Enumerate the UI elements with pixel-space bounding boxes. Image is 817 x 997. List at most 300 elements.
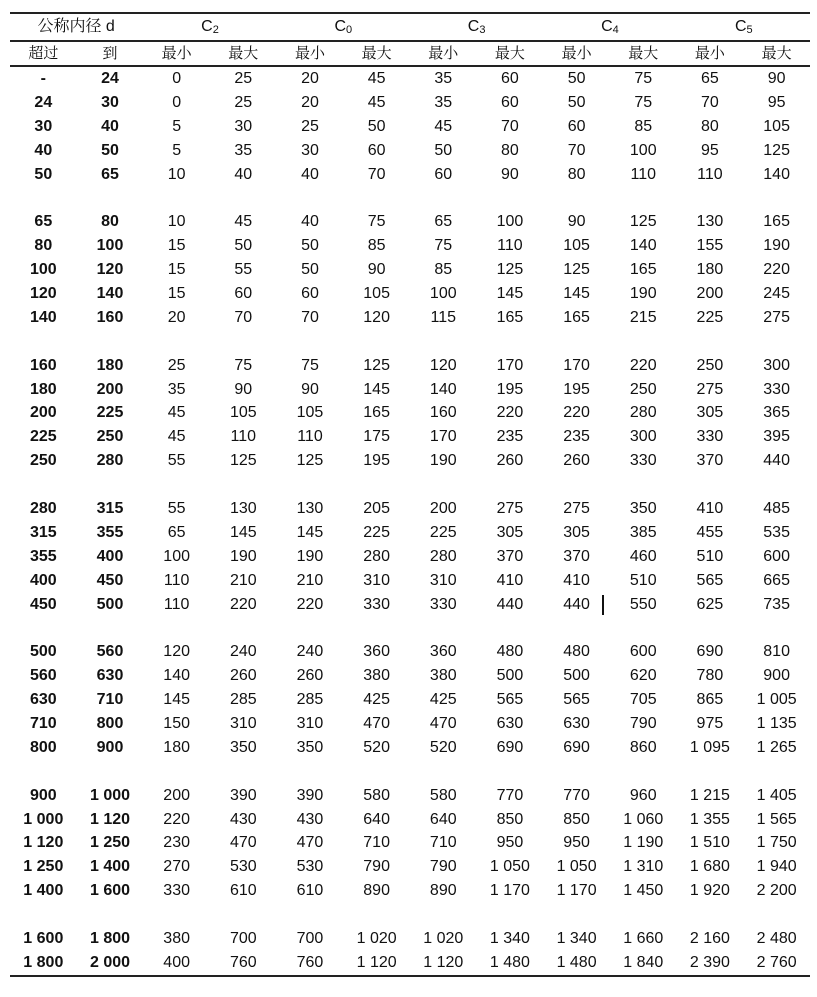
clearance-cell: 90: [567, 213, 586, 231]
clearance-cell: 140: [629, 237, 657, 255]
clearance-cell: 425: [429, 691, 457, 709]
clearance-cell: 500: [496, 667, 524, 685]
clearance-cell: 40: [234, 165, 253, 183]
spacer-cell: [477, 903, 544, 927]
clearance-cell: 1 660: [623, 930, 664, 947]
clearance-cell: 110: [230, 428, 257, 446]
diameter-cell: 1 120: [89, 810, 131, 828]
spacer-cell: [610, 186, 677, 210]
spacer-row: [10, 186, 810, 210]
table-row: [10, 736, 810, 760]
clearance-cell: 850: [496, 810, 524, 828]
clearance-cell: 225: [696, 308, 724, 326]
diameter-cell: 50: [34, 165, 53, 183]
clearance-cell: 350: [629, 499, 657, 517]
diameter-cell: 80: [34, 237, 53, 255]
spacer-cell: [277, 760, 344, 784]
clearance-cell: 0: [172, 93, 182, 111]
clearance-cell: 275: [763, 308, 790, 326]
diameter-cell: 1 250: [89, 834, 131, 852]
clearance-cell: 410: [496, 571, 524, 589]
clearance-cell: 1 450: [623, 882, 664, 900]
clearance-cell: 1 135: [756, 714, 797, 732]
diameter-cell: 200: [96, 380, 124, 398]
clearance-cell: 260: [496, 452, 524, 470]
clearance-cell: 195: [363, 452, 390, 470]
clearance-cell: 45: [167, 428, 186, 446]
clearance-cell: 85: [434, 261, 453, 279]
clearance-cell: 1 020: [356, 930, 397, 947]
clearance-cell: 25: [234, 93, 253, 111]
clearance-cell: 125: [229, 452, 257, 470]
clearance-cell: 145: [496, 284, 524, 302]
clearance-cell: 40: [301, 213, 319, 231]
clearance-cell: 85: [634, 117, 653, 135]
spacer-cell: [210, 473, 277, 497]
clearance-cell: 1 190: [623, 834, 664, 852]
clearance-cell: 250: [629, 380, 657, 398]
clearance-cell: 1 310: [623, 858, 664, 876]
spacer-cell: [743, 186, 810, 210]
diameter-cell: 800: [96, 714, 124, 732]
spacer-cell: [10, 186, 77, 210]
clearance-cell: 1 940: [756, 858, 797, 876]
clearance-cell: 35: [434, 69, 453, 87]
clearance-cell: 1 265: [756, 738, 797, 756]
table-row: [10, 808, 810, 832]
clearance-cell: 100: [496, 213, 524, 231]
clearance-cell: 145: [563, 284, 590, 302]
diameter-cell: 100: [29, 261, 57, 279]
clearance-cell: 690: [696, 643, 724, 661]
table-row: [10, 593, 810, 617]
table-row: [10, 545, 810, 569]
class-header-c5: $C_5$: [677, 13, 810, 41]
diameter-cell: 250: [29, 452, 57, 470]
class-header-c4: $C_4$: [543, 13, 676, 41]
spacer-cell: [477, 616, 544, 640]
diameter-cell: 1 000: [89, 786, 131, 804]
clearance-cell: 470: [229, 834, 257, 852]
clearance-cell: 640: [363, 810, 390, 828]
clearance-cell: 500: [563, 667, 590, 685]
clearance-cell: 1 340: [556, 930, 597, 947]
diameter-cell: 560: [29, 667, 57, 685]
clearance-cell: 580: [363, 786, 390, 804]
clearance-cell: 105: [363, 284, 390, 302]
clearance-cell: 105: [296, 404, 324, 422]
clearance-cell: 50: [301, 261, 319, 279]
table-row: [10, 425, 810, 449]
table-row: [10, 951, 810, 976]
clearance-cell: 400: [143, 951, 210, 976]
clearance-cell: 120: [163, 643, 190, 661]
spacer-cell: [343, 616, 410, 640]
spacer-cell: [610, 330, 677, 354]
clearance-cell: 305: [496, 523, 524, 541]
clearance-cell: 50: [567, 69, 586, 87]
clearance-cell: 75: [434, 237, 453, 255]
clearance-cell: 1 020: [423, 930, 464, 947]
clearance-cell: 240: [296, 643, 324, 661]
diameter-cell: 120: [29, 284, 57, 302]
clearance-cell: 190: [296, 547, 324, 565]
class-header-c0: $C_0$: [277, 13, 410, 41]
spacer-cell: [677, 616, 744, 640]
spacer-cell: [343, 903, 410, 927]
spacer-cell: [210, 616, 277, 640]
clearance-cell: 90: [501, 165, 519, 183]
clearance-cell: 70: [367, 165, 386, 183]
spacer-cell: [10, 616, 77, 640]
spacer-cell: [410, 186, 477, 210]
clearance-cell: 200: [696, 284, 724, 302]
clearance-cell: 280: [629, 404, 657, 422]
clearance-cell: 70: [301, 308, 319, 326]
clearance-cell: 1 920: [689, 882, 730, 900]
spacer-cell: [210, 903, 277, 927]
clearance-cell: 1 480: [543, 951, 610, 976]
spacer-cell: [410, 760, 477, 784]
clearance-cell: 60: [501, 93, 519, 111]
clearance-cell: 35: [434, 93, 453, 111]
clearance-cell: 600: [763, 547, 790, 565]
clearance-cell: 230: [163, 834, 190, 852]
table-row: [10, 66, 810, 91]
clearance-cell: 140: [429, 380, 457, 398]
table-row: [10, 401, 810, 425]
clearance-cell: 25: [167, 356, 186, 374]
spacer-cell: [743, 616, 810, 640]
diameter-cell: -: [40, 69, 46, 87]
diameter-header: 公称内径 d: [10, 13, 143, 41]
diameter-cell: 1 120: [23, 834, 64, 852]
diameter-cell: 315: [29, 523, 57, 541]
spacer-cell: [610, 616, 677, 640]
class-header-c2: $C_2$: [143, 13, 276, 41]
header-row-subcolumns: [10, 41, 810, 66]
clearance-cell: 190: [229, 547, 257, 565]
clearance-cell: 410: [696, 499, 724, 517]
clearance-cell: 630: [563, 714, 590, 732]
spacer-cell: [343, 186, 410, 210]
spacer-row: [10, 760, 810, 784]
clearance-cell: 70: [501, 117, 519, 135]
spacer-cell: [143, 903, 210, 927]
clearance-cell: 565: [563, 691, 590, 709]
clearance-cell: 130: [696, 213, 724, 231]
clearance-cell: 50: [301, 237, 319, 255]
table-row: [10, 139, 810, 163]
table-row: [10, 688, 810, 712]
clearance-cell: 890: [429, 882, 457, 900]
clearance-cell: 140: [163, 667, 190, 685]
clearance-cell: 310: [429, 571, 457, 589]
diameter-cell: 800: [29, 738, 57, 756]
clearance-cell: 235: [496, 428, 524, 446]
clearance-cell: 1 405: [756, 786, 797, 804]
clearance-cell: 80: [567, 165, 586, 183]
clearance-cell: 10: [167, 165, 186, 183]
clearance-cell: 75: [234, 356, 253, 374]
clearance-cell: 90: [234, 380, 253, 398]
clearance-cell: 190: [429, 452, 457, 470]
clearance-cell: 170: [496, 356, 524, 374]
clearance-cell: 50: [434, 141, 453, 159]
clearance-cell: 1 005: [756, 691, 797, 709]
clearance-cell: 2 390: [677, 951, 744, 976]
clearance-cell: 860: [629, 738, 657, 756]
diameter-cell: 355: [96, 523, 124, 541]
table-row: [10, 832, 810, 856]
table-row: [10, 91, 810, 115]
spacer-cell: [77, 186, 144, 210]
spacer-cell: [477, 186, 544, 210]
clearance-cell: 90: [301, 380, 319, 398]
table-row: [10, 354, 810, 378]
clearance-cell: 220: [629, 356, 657, 374]
spacer-cell: [543, 616, 610, 640]
table-row: [10, 234, 810, 258]
clearance-cell: 110: [163, 595, 190, 613]
spacer-cell: [677, 903, 744, 927]
clearance-cell: 275: [696, 380, 724, 398]
spacer-cell: [410, 616, 477, 640]
diameter-cell: 450: [96, 571, 124, 589]
min-header: 最小: [677, 41, 744, 66]
clearance-cell: 105: [763, 117, 790, 135]
clearance-cell: 165: [763, 213, 790, 231]
diameter-cell: 355: [29, 547, 57, 565]
clearance-cell: 735: [763, 595, 790, 613]
clearance-cell: 195: [496, 380, 524, 398]
clearance-cell: 1 170: [489, 882, 530, 900]
clearance-cell: 1 840: [610, 951, 677, 976]
clearance-cell: 1 565: [756, 810, 797, 828]
clearance-cell: 2 160: [689, 930, 730, 947]
diameter-cell: 500: [96, 595, 124, 613]
clearance-cell: 55: [167, 452, 186, 470]
class-header-c3: $C_3$: [410, 13, 543, 41]
spacer-cell: [77, 760, 144, 784]
clearance-cell: 1 050: [489, 858, 530, 876]
diameter-cell: 315: [96, 499, 124, 517]
clearance-cell: 305: [696, 404, 724, 422]
diameter-cell: 100: [96, 237, 124, 255]
clearance-cell: 200: [163, 786, 190, 804]
clearance-cell: 50: [567, 93, 586, 111]
clearance-cell: 480: [496, 643, 524, 661]
spacer-cell: [210, 330, 277, 354]
clearance-cell: 10: [167, 213, 186, 231]
diameter-cell: 225: [96, 404, 124, 422]
clearance-cell: 140: [763, 165, 790, 183]
clearance-cell: 220: [229, 595, 257, 613]
spacer-row: [10, 330, 810, 354]
clearance-cell: 300: [763, 356, 790, 374]
clearance-cell: 260: [296, 667, 324, 685]
spacer-cell: [143, 616, 210, 640]
clearance-cell: 430: [229, 810, 257, 828]
clearance-cell: 380: [163, 930, 190, 947]
clearance-cell: 50: [234, 237, 253, 255]
clearance-cell: 440: [543, 593, 610, 617]
clearance-cell: 75: [301, 356, 319, 374]
clearance-cell: 950: [496, 834, 524, 852]
clearance-cell: 285: [296, 691, 324, 709]
clearance-cell: 165: [363, 404, 390, 422]
table-row: [10, 879, 810, 903]
diameter-cell: 80: [101, 213, 119, 231]
clearance-cell: 220: [763, 261, 790, 279]
clearance-cell: 25: [234, 69, 253, 87]
clearance-cell: 665: [763, 571, 790, 589]
clearance-cell: 700: [229, 930, 257, 947]
diameter-cell: 900: [29, 786, 57, 804]
clearance-cell: 205: [363, 499, 390, 517]
clearance-cell: 395: [763, 428, 790, 446]
clearance-cell: 310: [363, 571, 390, 589]
clearance-cell: 330: [163, 882, 190, 900]
diameter-cell: 65: [34, 213, 53, 231]
spacer-cell: [543, 903, 610, 927]
clearance-cell: 55: [234, 261, 253, 279]
diameter-cell: 140: [96, 284, 124, 302]
diameter-cell: 65: [101, 165, 119, 183]
clearance-cell: 330: [763, 380, 790, 398]
clearance-cell: 350: [229, 738, 257, 756]
clearance-cell: 850: [563, 810, 590, 828]
clearance-cell: 790: [429, 858, 457, 876]
clearance-cell: 370: [496, 547, 524, 565]
min-header: 最小: [277, 41, 344, 66]
clearance-cell: 330: [696, 428, 724, 446]
clearance-cell: 60: [434, 165, 453, 183]
clearance-cell: 610: [229, 882, 257, 900]
clearance-cell: 260: [229, 667, 257, 685]
clearance-cell: 550: [629, 595, 657, 613]
spacer-cell: [477, 760, 544, 784]
table-row: [10, 282, 810, 306]
clearance-cell: 165: [629, 261, 657, 279]
clearance-cell: 900: [763, 667, 790, 685]
clearance-cell: 50: [367, 117, 386, 135]
clearance-cell: 70: [234, 308, 253, 326]
clearance-cell: 210: [229, 571, 257, 589]
diameter-cell: 160: [29, 356, 57, 374]
clearance-cell: 950: [563, 834, 590, 852]
spacer-cell: [543, 186, 610, 210]
diameter-cell: 120: [96, 261, 124, 279]
spacer-row: [10, 616, 810, 640]
diameter-cell: 710: [96, 691, 124, 709]
diameter-cell: 1 800: [89, 930, 131, 947]
clearance-cell: 310: [229, 714, 257, 732]
table-row: [10, 664, 810, 688]
spacer-cell: [77, 903, 144, 927]
clearance-cell: 640: [429, 810, 457, 828]
clearance-cell: 60: [234, 284, 253, 302]
table-row: [10, 449, 810, 473]
clearance-cell: 70: [701, 93, 719, 111]
spacer-cell: [677, 473, 744, 497]
clearance-cell: 5: [172, 141, 182, 159]
clearance-cell: 770: [563, 786, 590, 804]
clearance-cell: 165: [563, 308, 590, 326]
clearance-cell: 470: [363, 714, 390, 732]
clearance-cell: 125: [363, 356, 390, 374]
table-row: [10, 784, 810, 808]
clearance-cell: 790: [363, 858, 390, 876]
clearance-cell: 360: [363, 643, 390, 661]
table-body: [10, 66, 810, 976]
spacer-cell: [10, 760, 77, 784]
spacer-cell: [343, 760, 410, 784]
diameter-cell: 1 400: [89, 858, 131, 876]
clearance-cell: 15: [167, 261, 186, 279]
spacer-cell: [143, 760, 210, 784]
clearance-cell: 280: [363, 547, 390, 565]
diameter-cell: 160: [96, 308, 124, 326]
clearance-cell: 145: [296, 523, 324, 541]
clearance-cell: 170: [429, 428, 457, 446]
clearance-cell: 330: [429, 595, 457, 613]
clearance-cell: 180: [696, 261, 724, 279]
diameter-cell: 200: [29, 404, 57, 422]
clearance-cell: 90: [367, 261, 386, 279]
diameter-cell: 30: [101, 93, 119, 111]
diameter-cell: 250: [96, 428, 124, 446]
clearance-cell: 215: [629, 308, 657, 326]
clearance-cell: 620: [629, 667, 657, 685]
clearance-cell: 235: [563, 428, 590, 446]
clearance-cell: 45: [367, 93, 386, 111]
clearance-cell: 300: [629, 428, 657, 446]
clearance-cell: 100: [429, 284, 457, 302]
clearance-cell: 60: [567, 117, 586, 135]
spacer-cell: [543, 760, 610, 784]
spacer-cell: [77, 330, 144, 354]
clearance-cell: 275: [563, 499, 590, 517]
clearance-cell: 760: [210, 951, 277, 976]
diameter-cell: 2 000: [77, 951, 144, 976]
clearance-cell: 2 760: [743, 951, 810, 976]
clearance-cell: 360: [429, 643, 457, 661]
clearance-cell: 390: [229, 786, 257, 804]
clearance-cell: 55: [167, 499, 186, 517]
table-row: [10, 640, 810, 664]
clearance-cell: 20: [301, 93, 319, 111]
clearance-cell: 225: [429, 523, 457, 541]
spacer-cell: [77, 616, 144, 640]
clearance-cell: 110: [297, 428, 323, 446]
clearance-cell: 350: [296, 738, 324, 756]
spacer-cell: [410, 903, 477, 927]
clearance-cell: 165: [496, 308, 524, 326]
clearance-cell: 70: [567, 141, 586, 159]
clearance-cell: 2 480: [756, 930, 797, 947]
diameter-cell: 30: [34, 117, 53, 135]
clearance-cell: 45: [234, 213, 253, 231]
clearance-cell: 470: [429, 714, 457, 732]
min-header: 最小: [143, 41, 210, 66]
table-row: [10, 306, 810, 330]
spacer-cell: [543, 330, 610, 354]
clearance-cell: 145: [163, 691, 190, 709]
clearance-cell: 85: [367, 237, 386, 255]
spacer-cell: [477, 473, 544, 497]
max-header: 最大: [743, 41, 810, 66]
